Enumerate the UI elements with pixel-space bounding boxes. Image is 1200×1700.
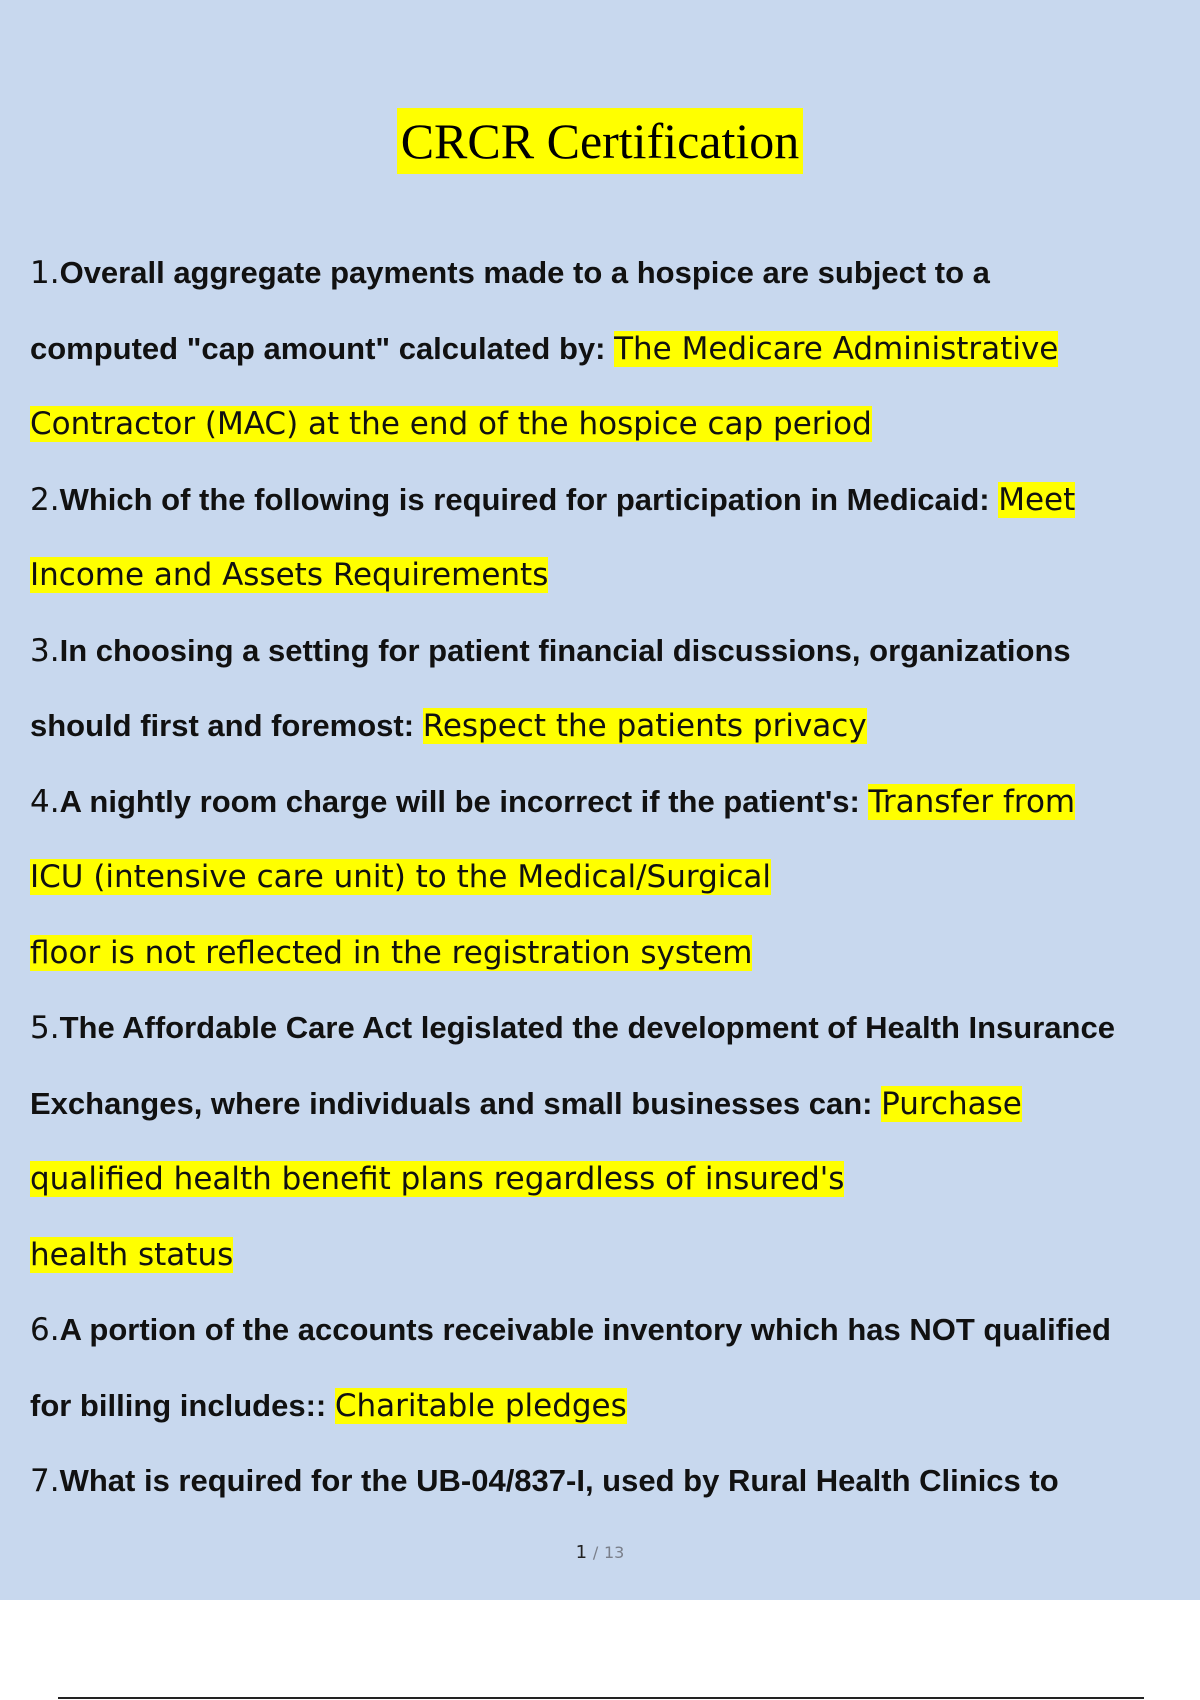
- question-list: [30, 235, 1180, 1519]
- text-line: [30, 839, 1180, 915]
- page-indicator: [0, 1542, 1200, 1563]
- question-number: 6.: [30, 1312, 60, 1348]
- text-line: [30, 1443, 1180, 1519]
- text-line: [30, 613, 1180, 689]
- question-text: What is required for the UB-04/837-I, used by Rural Health Clinics to: [59, 1463, 1059, 1498]
- text-line: [30, 915, 1180, 991]
- question-text: Which of the following is required for participation in Medicaid:: [59, 481, 999, 517]
- text-line: [30, 1292, 1180, 1368]
- question-text: The Affordable Care Act legislated the development of Health Insurance: [59, 1010, 1115, 1045]
- question-text: A nightly room charge will be incorrect if the patient's:: [59, 783, 869, 819]
- question-text: Exchanges, where individuals and small businesses can:: [30, 1085, 882, 1121]
- text-line: [30, 688, 1180, 764]
- question-text: A portion of the accounts receivable inventory which has NOT qualified: [59, 1312, 1111, 1347]
- text-line: [30, 1066, 1180, 1142]
- question-number: 5.: [30, 1010, 60, 1046]
- question-number: 1.: [30, 255, 60, 291]
- text-line: [30, 311, 1180, 387]
- answer-highlight: Transfer from: [868, 783, 1076, 820]
- question-number: 3.: [30, 632, 60, 669]
- text-line: [30, 1368, 1180, 1444]
- answer-highlight: The Medicare Administrative: [614, 330, 1059, 367]
- answer-highlight: health status: [30, 1236, 234, 1273]
- answer-highlight: ICU (intensive care unit) to the Medical/Surgical: [30, 859, 772, 895]
- text-line: [30, 537, 1180, 613]
- question-number: 2.: [30, 481, 60, 518]
- answer-highlight: Respect the patients privacy: [422, 708, 867, 744]
- answer-highlight: floor is not reflected in the registration system: [30, 934, 753, 971]
- question-number: 4.: [30, 783, 60, 820]
- page-separator: /: [592, 1543, 599, 1562]
- text-line: [30, 1217, 1180, 1293]
- document-title: CRCR Certification: [397, 108, 804, 174]
- answer-highlight: qualified health benefit plans regardless of insured's: [30, 1161, 845, 1197]
- question-text: computed "cap amount" calculated by:: [30, 330, 615, 366]
- question-text: should first and foremost:: [30, 708, 423, 743]
- question-text: for billing includes::: [30, 1387, 335, 1423]
- answer-highlight: Meet: [998, 481, 1076, 518]
- text-line: [30, 990, 1180, 1066]
- question-number: 7.: [30, 1463, 60, 1499]
- answer-highlight: Income and Assets Requirements: [30, 557, 549, 593]
- answer-highlight: Contractor (MAC) at the end of the hospice cap period: [30, 406, 872, 442]
- total-pages: 13: [603, 1543, 625, 1562]
- question-text: Overall aggregate payments made to a hospice are subject to a: [59, 255, 990, 290]
- title-wrap: [0, 108, 1200, 174]
- answer-highlight: Charitable pledges: [334, 1387, 627, 1424]
- text-line: [30, 462, 1180, 538]
- text-line: [30, 386, 1180, 462]
- question-text: In choosing a setting for patient financial discussions, organizations: [59, 632, 1071, 668]
- page-divider: [58, 1697, 1144, 1699]
- text-line: [30, 1141, 1180, 1217]
- text-line: [30, 235, 1180, 311]
- text-line: [30, 764, 1180, 840]
- current-page: 1: [575, 1542, 588, 1563]
- answer-highlight: Purchase: [881, 1085, 1022, 1122]
